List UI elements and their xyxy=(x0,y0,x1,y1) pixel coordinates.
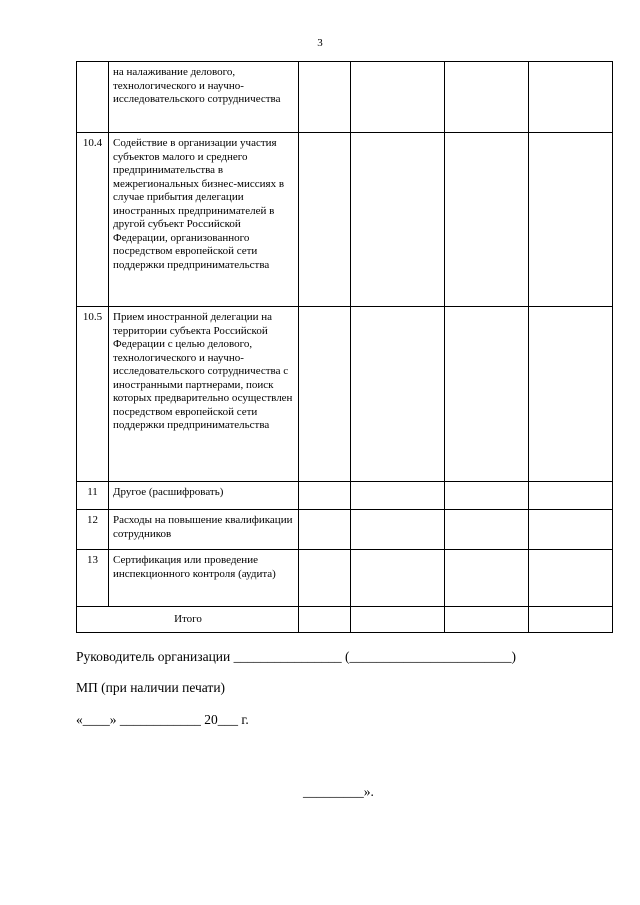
empty-cell xyxy=(445,510,529,550)
row-description: Расходы на повышение квалификации сотрудников xyxy=(109,510,299,550)
empty-cell xyxy=(529,482,613,510)
date-line: «____» ____________ 20___ г. xyxy=(76,712,249,727)
empty-cell xyxy=(299,550,351,607)
empty-cell xyxy=(351,607,445,633)
empty-cell xyxy=(529,550,613,607)
total-row xyxy=(77,607,613,633)
empty-cell xyxy=(351,133,445,307)
row-number: 12 xyxy=(77,510,109,550)
row-number: 13 xyxy=(77,550,109,607)
empty-cell xyxy=(445,550,529,607)
empty-cell xyxy=(351,510,445,550)
empty-cell xyxy=(445,133,529,307)
empty-cell xyxy=(299,482,351,510)
table-row xyxy=(77,133,613,307)
row-description: Другое (расшифровать) xyxy=(109,482,299,510)
empty-cell xyxy=(299,133,351,307)
expense-table xyxy=(76,61,613,633)
table-row xyxy=(77,510,613,550)
row-number: 10.5 xyxy=(77,307,109,482)
row-description: на налаживание делового, технологического и научно-исследовательского сотрудничества xyxy=(109,62,299,133)
table-row xyxy=(77,307,613,482)
empty-cell xyxy=(529,62,613,133)
table-row xyxy=(77,550,613,607)
empty-cell xyxy=(445,62,529,133)
row-description: Прием иностранной делегации на территории субъекта Российской Федерации с целью делового, технологического и научно-исследовательского сотрудничества с иностранными партнерами, поиск которых предварительно осуществлен посредством европейской сети поддержки предпринимательства xyxy=(109,307,299,482)
empty-cell xyxy=(351,62,445,133)
empty-cell xyxy=(299,62,351,133)
empty-cell xyxy=(529,510,613,550)
stamp-line: МП (при наличии печати) xyxy=(76,680,226,695)
closing-line: _________». xyxy=(303,784,374,799)
total-label: Итого xyxy=(77,607,299,633)
empty-cell xyxy=(445,607,529,633)
empty-cell xyxy=(529,307,613,482)
empty-cell xyxy=(445,307,529,482)
empty-cell xyxy=(445,482,529,510)
head-signature-line: Руководитель организации ________________ (________________________) xyxy=(76,649,516,664)
page-number: 3 xyxy=(317,37,323,49)
row-number: 10.4 xyxy=(77,133,109,307)
empty-cell xyxy=(299,510,351,550)
row-number xyxy=(77,62,109,133)
empty-cell xyxy=(299,607,351,633)
empty-cell xyxy=(529,133,613,307)
empty-cell xyxy=(529,607,613,633)
row-description: Сертификация или проведение инспекционного контроля (аудита) xyxy=(109,550,299,607)
row-description: Содействие в организации участия субъектов малого и среднего предпринимательства в межрегиональных бизнес-миссиях в случае прибытия делегации иностранных предпринимателей в другой субъект Российской Федерации, организованного посредством европейской сети поддержки предпринимательства xyxy=(109,133,299,307)
table-row xyxy=(77,62,613,133)
empty-cell xyxy=(299,307,351,482)
empty-cell xyxy=(351,482,445,510)
row-number: 11 xyxy=(77,482,109,510)
empty-cell xyxy=(351,307,445,482)
empty-cell xyxy=(351,550,445,607)
table-row xyxy=(77,482,613,510)
